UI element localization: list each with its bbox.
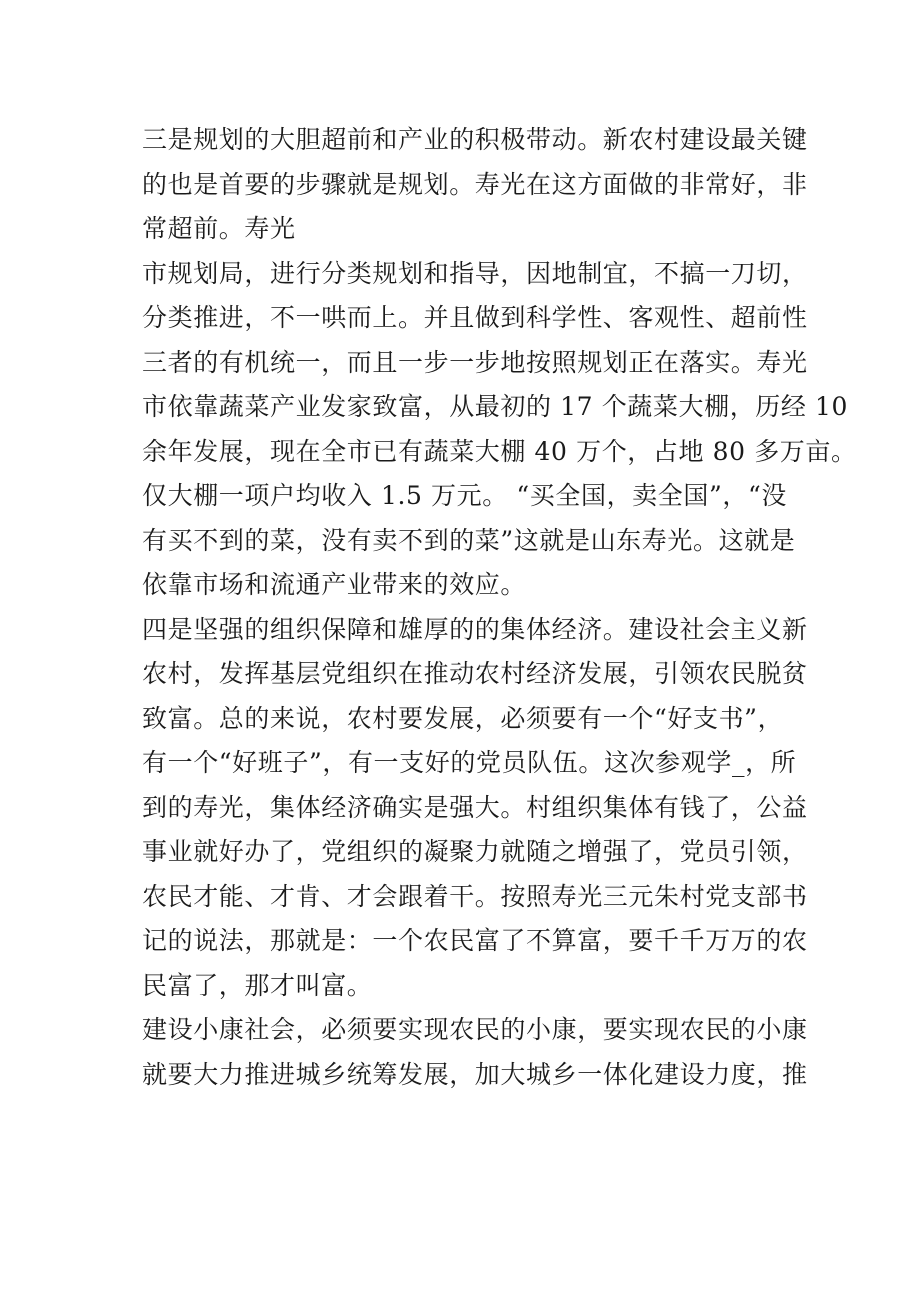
text-line: 有一个“好班子”，有一支好的党员队伍。这次参观学_，所 bbox=[142, 748, 797, 777]
text-line: 常超前。寿光 bbox=[142, 214, 296, 243]
text-line: 记的说法，那就是：一个农民富了不算富，要千千万万的农 bbox=[142, 926, 808, 955]
text-line: 仅大棚一项户均收入 1.5 万元。 “买全国，卖全国”，“没 bbox=[142, 481, 787, 510]
text-line: 就要大力推进城乡统筹发展，加大城乡一体化建设力度，推 bbox=[142, 1059, 808, 1089]
text-line: 市依靠蔬菜产业发家致富，从最初的 17 个蔬菜大棚，历经 10 bbox=[142, 392, 849, 421]
text-line: 余年发展，现在全市已有蔬菜大棚 40 万个，占地 80 多万亩。 bbox=[142, 436, 857, 466]
text-line: 三者的有机统一，而且一步一步地按照规划正在落实。寿光 bbox=[142, 347, 808, 377]
text-line: 分类推进，不一哄而上。并且做到科学性、客观性、超前性 bbox=[142, 303, 808, 332]
text-line: 事业就好办了，党组织的凝聚力就随之增强了，党员引领， bbox=[142, 837, 808, 866]
text-line: 的也是首要的步骤就是规划。寿光在这方面做的非常好，非 bbox=[142, 169, 808, 199]
text-line: 有买不到的菜，没有卖不到的菜”这就是山东寿光。这就是 bbox=[142, 525, 796, 555]
text-line: 农民才能、才肯、才会跟着干。按照寿光三元朱村党支部书 bbox=[142, 881, 808, 911]
body-text bbox=[142, 118, 857, 1097]
text-line: 三是规划的大胆超前和产业的积极带动。新农村建设最关键 bbox=[142, 125, 808, 154]
text-line: 农村，发挥基层党组织在推动农村经济发展，引领农民脱贫 bbox=[142, 659, 808, 688]
text-line: 四是坚强的组织保障和雄厚的的集体经济。建设社会主义新 bbox=[142, 614, 808, 644]
text-line: 到的寿光，集体经济确实是强大。村组织集体有钱了，公益 bbox=[142, 792, 808, 822]
text-line: 依靠市场和流通产业带来的效应。 bbox=[142, 570, 527, 599]
text-line: 市规划局，进行分类规划和指导，因地制宜，不搞一刀切， bbox=[142, 258, 808, 288]
text-line: 致富。总的来说，农村要发展，必须要有一个“好支书”， bbox=[142, 703, 784, 733]
text-line: 民富了，那才叫富。 bbox=[142, 970, 373, 1000]
text-line: 建设小康社会，必须要实现农民的小康，要实现农民的小康 bbox=[142, 1015, 808, 1044]
